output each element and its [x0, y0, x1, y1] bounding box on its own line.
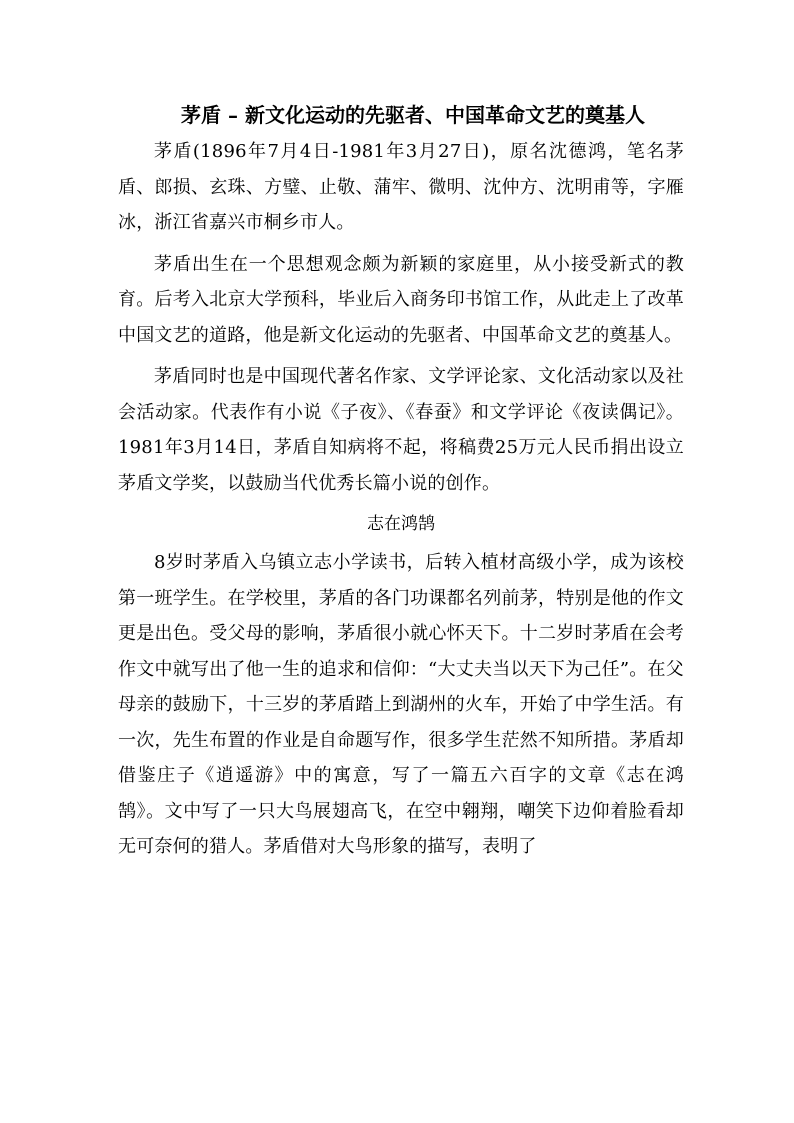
paragraph-intro-1: 茅盾(1896年7月4日-1981年3月27日)，原名沈德鸿，笔名茅盾、郎损、玄珠、方璧、止敬、蒲牢、微明、沈仲方、沈明甫等，字雁冰，浙江省嘉兴市桐乡市人。 [118, 141, 684, 233]
document-page [118, 100, 684, 871]
paragraph-intro-3: 茅盾同时也是中国现代著名作家、文学评论家、文化活动家以及社会活动家。代表作有小说《子夜》、《春蚕》和文学评论《夜读偶记》。1981年3月14日，茅盾自知病将不起，将稿费25万元人民币捐出设立茅盾文学奖，以鼓励当代优秀长篇小说的创作。 [118, 366, 684, 494]
paragraph-intro-2: 茅盾出生在一个思想观念颇为新颖的家庭里，从小接受新式的教育。后考入北京大学预科，毕业后入商务印书馆工作，从此走上了改革中国文艺的道路，他是新文化运动的先驱者、中国革命文艺的奠基人。 [118, 253, 684, 346]
paragraph-section-1: 8岁时茅盾入乌镇立志小学读书，后转入植材高级小学，成为该校第一班学生。在学校里，茅盾的各门功课都名列前茅，特别是他的作文更是出色。受父母的影响，茅盾很小就心怀天下。十二岁时茅盾在会考作文中就写出了他一生的追求和信仰：“大丈夫当以天下为己任”。在父母亲的鼓励下，十三岁的茅盾踏上到湖州的火车，开始了中学生活。有一次，先生布置的作业是自命题写作，很多学生茫然不知所措。茅盾却借鉴庄子《逍遥游》中的寓意，写了一篇五六百字的文章《志在鸿鹄》。文中写了一只大鸟展翅高飞，在空中翱翔，嘲笑下边仰着脸看却无可奈何的猎人。茅盾借对大鸟形象的描写，表明了 [118, 552, 684, 857]
section-heading: 志在鸿鹄 [367, 514, 435, 534]
document-title: 茅盾 – 新文化运动的先驱者、中国革命文艺的奠基人 [181, 103, 645, 127]
